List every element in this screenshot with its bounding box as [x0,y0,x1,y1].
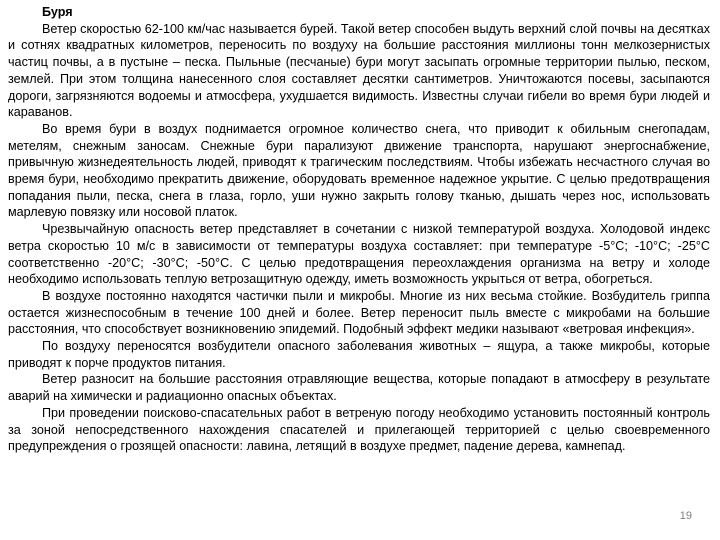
page-number: 19 [679,510,692,522]
document-title: Буря [42,5,73,19]
paragraph-animal-disease: По воздуху переносятся возбудители опасного заболевания животных – ящура, а также микробы, которые приводят к порче продуктов питания. [8,339,710,370]
paragraph-rescue-operations: При проведении поисково-спасательных работ в ветреную погоду необходимо установить постоянный контроль за зоной непосредственного нахождения спасателей и прилегающей территорией с целью своевременного предупреждения о грозящей опасности: лавина, летящий в воздухе предмет, падение дерева, камнепад. [8,405,710,454]
paragraph-airborne-microbes: В воздухе постоянно находятся частички пыли и микробы. Многие из них весьма стойкие. Возбудитель гриппа остается жизнеспособным в течение 100 дней и более. Ветер переносит пыль вместе с микробами на большие расстояния, что способствует возникновению эпидемий. Подобный эффект медики называют «ветровая инфекция». [8,288,710,337]
paragraph-toxic-substances: Ветер разносит на большие расстояния отравляющие вещества, которые попадают в атмосферу в результате аварий на химически и радиационно опасных объектах. [8,372,710,404]
paragraph-wind-chill: Чрезвычайную опасность ветер представляет в сочетании с низкой температурой воздуха. Холодовой индекс ветра скоростью 10 м/с в зависимости от температуры воздуха составляет: при температуре -5°С; -10°С; -25°С соответственно -20°С; -30°С; -50°С. С целью предотвращения переохлаждения организма на ветру и холоде необходимо использовать теплую ветрозащитную одежду, иметь возможность укрыться от ветра, обогреться. [8,222,710,287]
paragraph-storm-definition: Ветер скоростью 62-100 км/час называется бурей. Такой ветер способен выдуть верхний слой почвы на десятках и сотнях квадратных километров, переносить по воздуху на большие расстояния миллионы тонн мелкозернистых частиц почвы, а в пустыне – песка. Пыльные (песчаные) бури могут засыпать огромные территории пылью, песком, землей. При этом толщина нанесенного слоя составляет десятки сантиметров. Уничтожаются посевы, засыпаются дороги, загрязняются водоемы и атмосфера, ухудшается видимость. Известны случаи гибели во время бури людей и караванов. [8,21,710,120]
document-page [8,4,710,534]
paragraph-snow-storm: Во время бури в воздух поднимается огромное количество снега, что приводит к обильным снегопадам, метелям, снежным заносам. Снежные бури парализуют движение транспорта, нарушают энергоснабжение, привычную жизнедеятельность людей, приводят к трагическим последствиям. Чтобы избежать несчастного случая во время бури, необходимо прекратить движение, оборудовать временное надежное укрытие. С целью предотвращения попадания пыли, песка, снега в глаза, горло, уши нужно закрыть голову тканью, дышать через нос, использовать марлевую повязку или носовой платок. [8,121,710,220]
